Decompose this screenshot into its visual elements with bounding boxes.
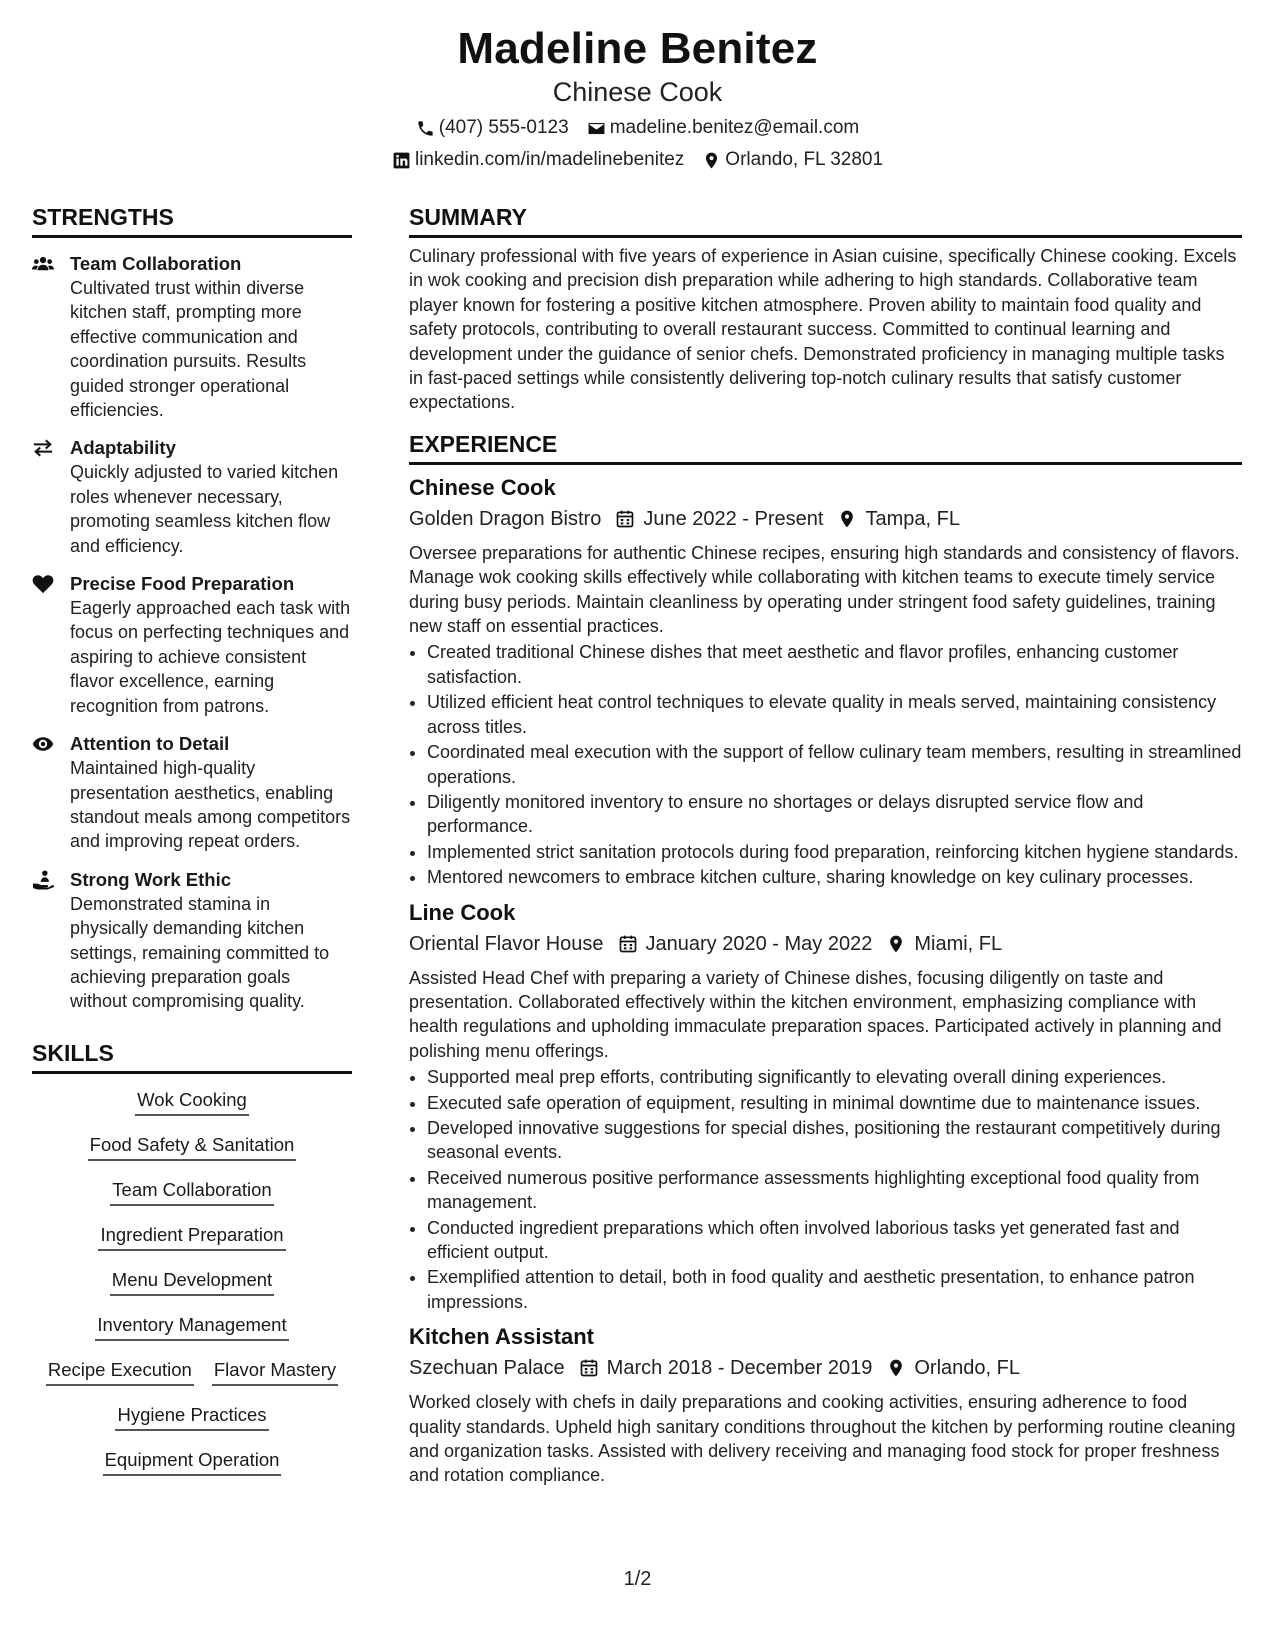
resume-header	[0, 22, 1275, 172]
list-item: • Implemented strict sanitation protocols during food preparation, reinforcing kitchen hygiene standards.	[427, 840, 1242, 864]
strength-title: Strong Work Ethic	[70, 868, 232, 890]
summary-heading: SUMMARY	[409, 202, 1242, 238]
map-pin-icon	[702, 151, 721, 170]
eye-icon	[32, 734, 54, 754]
job-description: Assisted Head Chef with preparing a variety of Chinese dishes, focusing diligently on taste and presentation. Collaborated effectively within the kitchen environment, emphasizing compliance with health regulations and upholding immaculate preparation spaces. Participated actively in planning and polishing menu offerings.	[409, 967, 1222, 1061]
linkedin-text[interactable]: linkedin.com/in/madelinebenitez	[414, 149, 685, 170]
skills-heading: SKILLS	[32, 1038, 352, 1074]
skill-tag: Food Safety & Sanitation	[88, 1133, 297, 1161]
envelope-icon	[587, 119, 606, 138]
strength-title: Attention to Detail	[70, 733, 230, 755]
job-dates: March 2018 - December 2019	[606, 1357, 873, 1380]
skill-tag: Menu Development	[110, 1268, 274, 1296]
strength-item	[32, 572, 352, 718]
job-title: Line Cook	[409, 899, 516, 925]
candidate-name: Madeline Benitez	[457, 24, 818, 73]
skill-tag: Team Collaboration	[110, 1178, 273, 1206]
list-item: • Diligently monitored inventory to ensure no shortages or delays disrupted service flow and performance.	[427, 790, 1242, 839]
list-item: • Developed innovative suggestions for special dishes, positioning the restaurant competitively during seasonal events.	[427, 1116, 1242, 1165]
list-item: • Exemplified attention to detail, both in food quality and aesthetic presentation, to enhance patron impressions.	[427, 1265, 1242, 1314]
job-entry	[409, 473, 1242, 890]
heart-icon	[32, 574, 54, 594]
list-item: • Supported meal prep efforts, contributing significantly to elevating overall dining experiences.	[427, 1065, 1242, 1089]
job-meta	[409, 930, 1242, 958]
strength-desc: Quickly adjusted to varied kitchen roles whenever necessary, promoting seamless kitchen flow and efficiency.	[70, 462, 339, 556]
location-text: Orlando, FL 32801	[725, 149, 884, 170]
job-company: Szechuan Palace	[409, 1357, 565, 1380]
skill-tag: Equipment Operation	[103, 1448, 282, 1476]
strength-desc: Eagerly approached each task with focus on perfecting techniques and aspiring to achieve consistent flavor excellence, earning recognition from patrons.	[70, 598, 351, 716]
list-item: • Executed safe operation of equipment, resulting in minimal downtime due to maintenance issues.	[427, 1091, 1242, 1115]
job-meta	[409, 1354, 1242, 1382]
list-item: • Mentored newcomers to embrace kitchen culture, sharing knowledge on key culinary processes.	[427, 865, 1242, 889]
skill-tag: Inventory Management	[95, 1313, 288, 1341]
right-column	[409, 202, 1242, 1488]
job-location: Orlando, FL	[914, 1357, 1020, 1380]
job-dates: June 2022 - Present	[643, 507, 824, 530]
strength-item	[32, 732, 352, 854]
job-entry	[409, 1322, 1242, 1488]
job-location: Miami, FL	[914, 932, 1003, 955]
list-item: • Conducted ingredient preparations which often involved laborious tasks yet generated fast and efficient output.	[427, 1216, 1242, 1265]
skill-tag: Ingredient Preparation	[98, 1223, 285, 1251]
job-company: Golden Dragon Bistro	[409, 507, 602, 530]
map-pin-icon	[837, 509, 857, 529]
arrows-exchange-icon	[32, 438, 54, 458]
page-number: 1/2	[623, 1568, 652, 1590]
candidate-role: Chinese Cook	[552, 77, 723, 107]
job-company: Oriental Flavor House	[409, 932, 604, 955]
phone-icon	[416, 119, 435, 138]
experience-heading: EXPERIENCE	[409, 429, 1242, 465]
job-description: Worked closely with chefs in daily preparations and cooking activities, ensuring adherence to food quality standards. Upheld high sanitary conditions throughout the kitchen by performing routine cleaning and organization tasks. Assisted with delivery receiving and managing food stock for proper freshness and rotation compliance.	[409, 1392, 1236, 1486]
job-title: Kitchen Assistant	[409, 1324, 595, 1350]
skill-tag: Recipe Execution	[46, 1358, 194, 1386]
job-bullets	[409, 1065, 1242, 1314]
summary-text: Culinary professional with five years of experience in Asian cuisine, specifically Chinese cooking. Excels in wok cooking and precision dish preparation while adhering to high standards. Collaborative team player known for fostering a positive kitchen atmosphere. Proven ability to maintain food quality and safety protocols, contributing to overall restaurant success. Committed to continual learning and development under the guidance of senior chefs. Demonstrated proficiency in managing multiple tasks in fast-paced settings while consistently delivering top-notch culinary results that satisfy customer expectations.	[409, 246, 1237, 413]
linkedin-icon	[392, 151, 411, 170]
list-item: • Created traditional Chinese dishes that meet aesthetic and flavor profiles, enhancing customer satisfaction.	[427, 640, 1242, 689]
calendar-icon	[618, 934, 638, 954]
phone-contact	[416, 116, 569, 140]
skills-list	[32, 1088, 352, 1476]
strength-item	[32, 436, 352, 558]
strength-title: Adaptability	[70, 437, 176, 459]
strength-desc: Demonstrated stamina in physically demanding kitchen settings, remaining committed to achieving preparation goals without compromising quality.	[70, 893, 330, 1012]
job-meta	[409, 505, 1242, 533]
map-pin-icon	[886, 934, 906, 954]
email-text[interactable]: madeline.benitez@email.com	[609, 117, 860, 138]
phone-text: (407) 555-0123	[438, 117, 569, 138]
job-dates: January 2020 - May 2022	[645, 932, 873, 955]
list-item: • Utilized efficient heat control techniques to elevate quality in meals served, maintaining consistency across titles.	[427, 690, 1242, 739]
list-item: • Coordinated meal execution with the support of fellow culinary team members, resulting in streamlined operations.	[427, 740, 1242, 789]
strength-title: Team Collaboration	[70, 253, 242, 274]
map-pin-icon	[886, 1358, 906, 1378]
calendar-icon	[615, 509, 635, 529]
job-title: Chinese Cook	[409, 474, 556, 500]
linkedin-contact[interactable]	[392, 148, 684, 172]
email-contact[interactable]	[587, 116, 860, 140]
left-column	[32, 202, 352, 1493]
contact-row-1	[0, 116, 1275, 140]
strength-desc: Cultivated trust within diverse kitchen staff, prompting more effective communication and coordination pursuits. Results guided stronger operational efficiencies.	[70, 278, 307, 421]
job-bullets	[409, 640, 1242, 889]
strength-title: Precise Food Preparation	[70, 573, 295, 595]
users-icon	[32, 254, 54, 274]
hand-holding-person-icon	[32, 870, 54, 890]
job-description: Oversee preparations for authentic Chinese recipes, ensuring high standards and consistency of flavors. Manage wok cooking skills effectively while collaborating with kitchen teams to execute timely service during busy periods. Maintain cleanliness by operating under stringent food safety guidelines, training new staff on essential practices.	[409, 542, 1240, 637]
strength-desc: Maintained high-quality presentation aesthetics, enabling standout meals among competitors and improving repeat orders.	[70, 758, 351, 852]
job-entry	[409, 898, 1242, 1315]
contact-row-2	[0, 148, 1275, 172]
location-contact	[702, 148, 883, 172]
calendar-icon	[579, 1358, 599, 1378]
strength-item	[32, 868, 352, 1014]
strengths-heading: STRENGTHS	[32, 202, 352, 238]
list-item: • Received numerous positive performance assessments highlighting exceptional food quality from management.	[427, 1166, 1242, 1215]
skill-tag: Wok Cooking	[135, 1088, 249, 1116]
skill-tag: Hygiene Practices	[115, 1403, 268, 1431]
job-location: Tampa, FL	[865, 507, 960, 530]
skill-tag: Flavor Mastery	[212, 1358, 338, 1386]
strength-item	[32, 252, 352, 422]
